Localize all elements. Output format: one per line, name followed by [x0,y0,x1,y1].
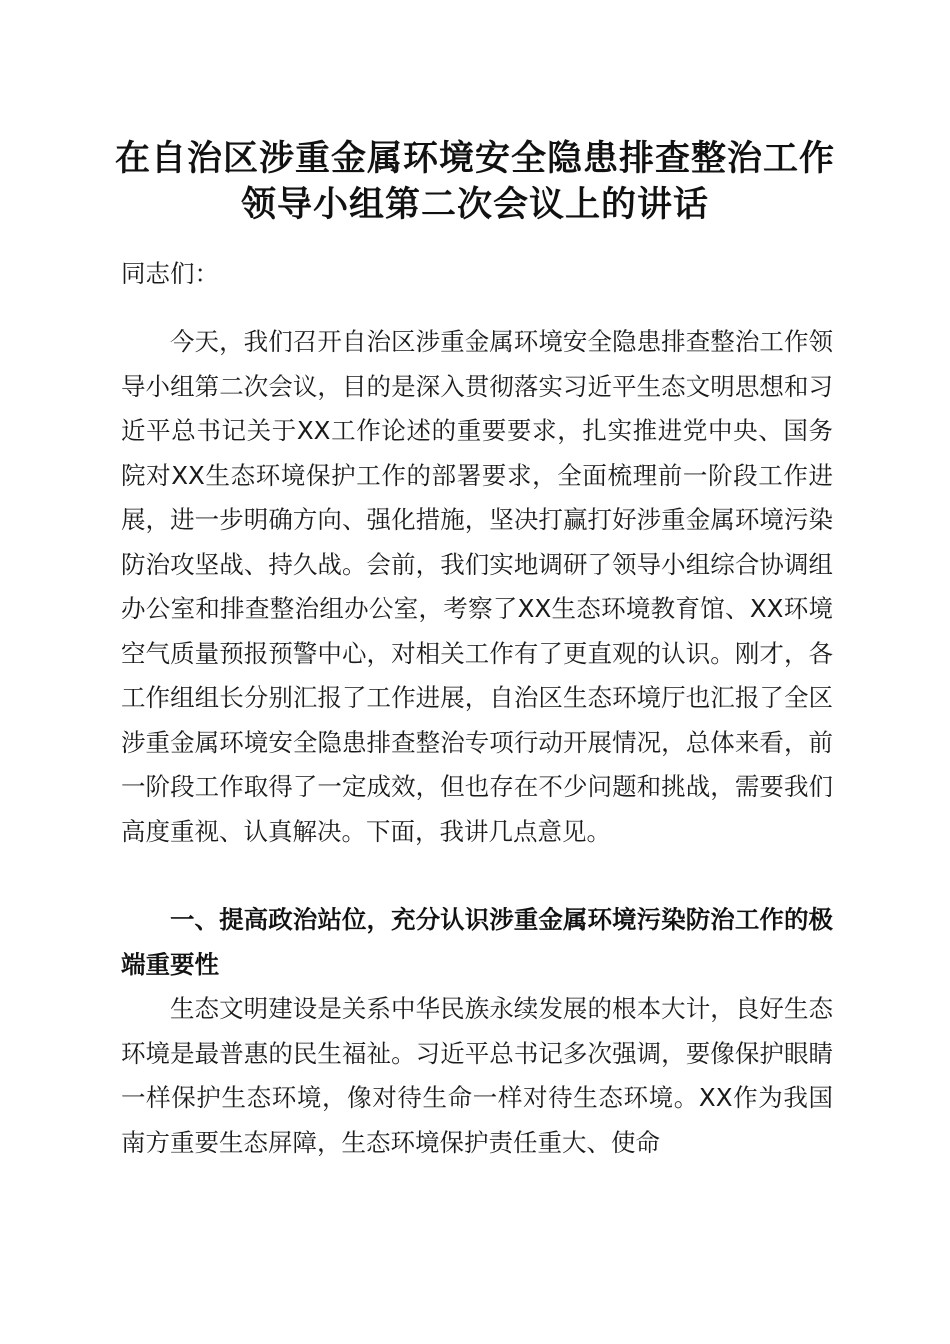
document-title-line-2: 领导小组第二次会议上的讲话 [240,184,709,225]
intro-paragraph: 今天，我们召开自治区涉重金属环境安全隐患排查整治工作领导小组第二次会议，目的是深入贯彻落实习近平生态文明思想和习近平总书记关于XX工作论述的重要要求，扎实推进党中央、国务院对XX生态环境保护工作的部署要求，全面梳理前一阶段工作进展，进一步明确方向、强化措施，坚决打赢打好涉重金属环境污染防治攻坚战、持久战。会前，我们实地调研了领导小组综合协调组办公室和排查整治组办公室，考察了XX生态环境教育馆、XX环境空气质量预报预警中心，对相关工作有了更直观的认识。刚才，各工作组组长分别汇报了工作进展，自治区生态环境厅也汇报了全区涉重金属环境安全隐患排查整治专项行动开展情况，总体来看，前一阶段工作取得了一定成效，但也存在不少问题和挑战，需要我们高度重视、认真解决。下面，我讲几点意见。 [121,327,833,846]
section-1-paragraph: 生态文明建设是关系中华民族永续发展的根本大计，良好生态环境是最普惠的民生福祉。习近平总书记多次强调，要像保护眼睛一样保护生态环境，像对待生命一样对待生态环境。XX作为我国南方重要生态屏障，生态环境保护责任重大、使命 [121,994,833,1157]
salutation: 同志们： [121,259,219,288]
section-heading-1: 一、提高政治站位，充分认识涉重金属环境污染防治工作的极端重要性 [121,905,833,979]
document-title-line-1: 在自治区涉重金属环境安全隐患排查整治工作 [114,138,835,179]
